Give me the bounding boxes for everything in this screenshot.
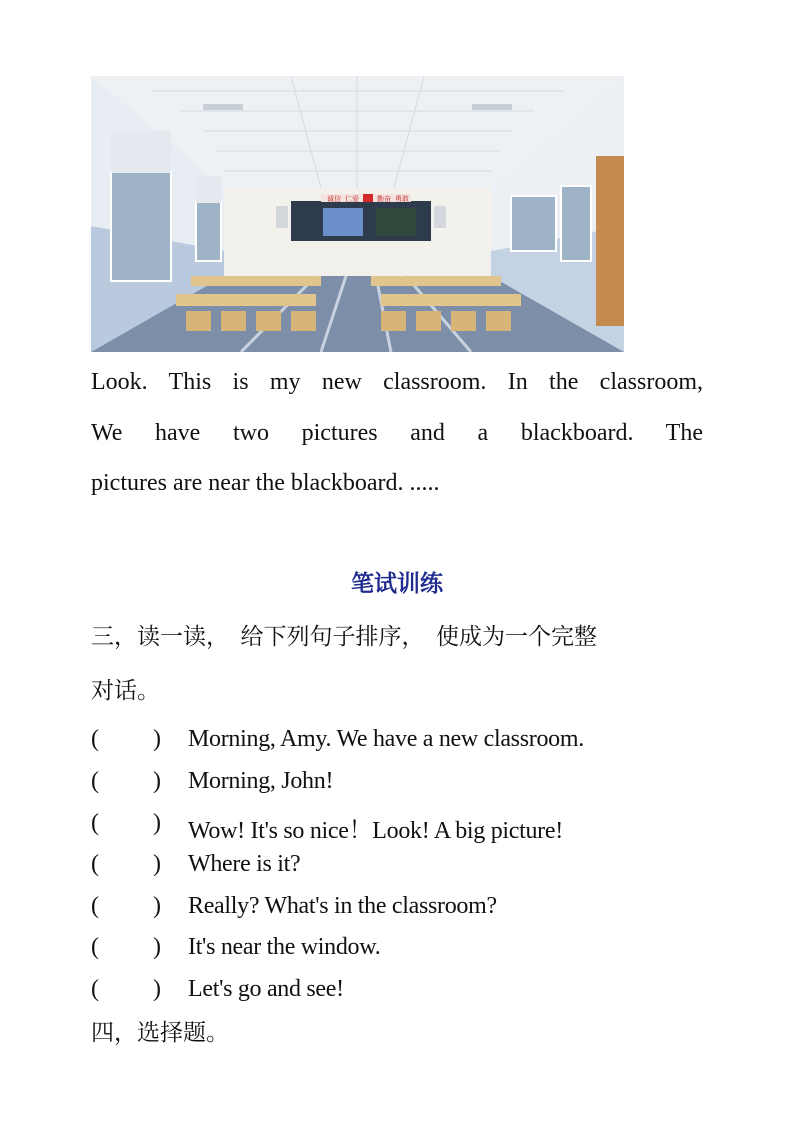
- answer-blank-open: (: [91, 726, 99, 752]
- answer-blank-close: ): [153, 768, 161, 794]
- answer-blank-close: ): [153, 976, 161, 1002]
- classroom-image: [91, 76, 624, 352]
- task3-instruction-line-2: 对话。: [91, 678, 160, 704]
- banner-word-4: 勇敢: [395, 195, 409, 203]
- answer-blank-close: ): [153, 893, 161, 919]
- ordering-item: [91, 726, 711, 754]
- ordering-item: [91, 851, 711, 879]
- dialogue-sentence: Morning, Amy. We have a new classroom.: [188, 726, 584, 752]
- dialogue-sentence: It's near the window.: [188, 934, 381, 960]
- ordering-item: [91, 893, 711, 921]
- answer-blank-open: (: [91, 851, 99, 877]
- ordering-item: [91, 768, 711, 796]
- ordering-item: [91, 810, 711, 844]
- dialogue-sentence: Morning, John!: [188, 768, 334, 794]
- dialogue-sentence: Let's go and see!: [188, 976, 344, 1002]
- answer-blank-open: (: [91, 893, 99, 919]
- passage-line-2: We have two pictures and a blackboard. The: [91, 420, 703, 446]
- answer-blank-close: ): [153, 810, 161, 836]
- dialogue-sentence: Where is it?: [188, 851, 301, 877]
- section-title: 笔试训练: [351, 571, 443, 597]
- banner-word-3: 勤奋: [377, 195, 391, 203]
- answer-blank-open: (: [91, 976, 99, 1002]
- banner-word-1: 诚信: [327, 195, 341, 203]
- ordering-item: [91, 934, 711, 962]
- dialogue-sentence: Wow! It's so nice！Look! A big picture!: [188, 818, 563, 844]
- answer-blank-close: ): [153, 934, 161, 960]
- task3-instruction-line-1: 三，读一读， 给下列句子排序， 使成为一个完整: [91, 624, 597, 650]
- passage-line-1: Look. This is my new classroom. In the classroom,: [91, 369, 703, 395]
- answer-blank-open: (: [91, 810, 99, 836]
- classroom-illustration: [91, 76, 624, 352]
- answer-blank-open: (: [91, 934, 99, 960]
- task4-instruction: 四，选择题。: [91, 1020, 229, 1046]
- ordering-item: [91, 976, 711, 1004]
- passage-line-3: pictures are near the blackboard. .....: [91, 470, 440, 496]
- banner-word-2: 仁爱: [345, 195, 359, 203]
- answer-blank-open: (: [91, 768, 99, 794]
- dialogue-sentence: Really? What's in the classroom?: [188, 893, 497, 919]
- answer-blank-close: ): [153, 851, 161, 877]
- answer-blank-close: ): [153, 726, 161, 752]
